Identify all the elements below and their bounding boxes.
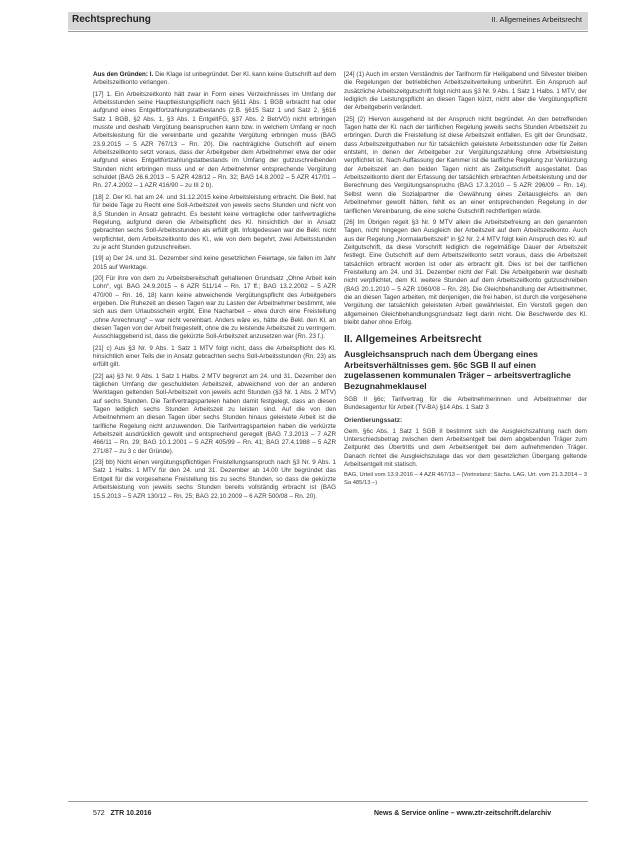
- intro-rest: Die Klage ist unbegründet. Der Kl. kann keine Gutschrift auf dem Arbeitszeitkonto verlangen.: [93, 71, 337, 87]
- paragraph: [26] Im Übrigen regelt §3 Nr. 9 MTV allein die Arbeitsbefreiung an den genannten Tagen, nicht hingegen den Ausgleich der Arbeitszeit auf dem Arbeitszeitkonto. Auch aus der Regelung „Normalarbeitszeit“ in §2 Nr. 2.4 MTV folgt kein Anspruch des Kl. auf Zeitgutschrift, da diese Vorschrift lediglich die regelmäßige Dauer der Arbeitszeit festlegt. Eine Gutschrift auf dem Arbeitszeitkonto setzt voraus, dass die Arbeitszeit tatsächlich erbracht worden ist oder als erbracht gilt. Dies ist bei der tariflichen Freistellung am 24. und 31. Dezember nicht der Fall. Die Arbeitgeberin war deshalb nicht verpflichtet, dem Kl. weitere Stunden auf dem Arbeitszeitkonto gutzuschreiben (BAG 20.1.2010 – 5 AZR 1060/08 – Rn. 28). Die Gleichbehandlung der Arbeitnehmer, die an diesen Tagen arbeiten, mit denjenigen, die frei haben, ist durch die vorgesehene Vergütung der tatsächlich geleisteten Arbeit gewährleistet. Ein Verstoß gegen den allgemeinen Gleichbehandlungsgrundsatz liegt darin nicht. Die Beschwerde des Kl. bleibt daher ohne Erfolg.: [344, 218, 587, 326]
- intro-lead: Aus den Gründen: I.: [93, 71, 154, 78]
- paragraph: [22] aa) §3 Nr. 9 Abs. 1 Satz 1 Halbs. 2 MTV begrenzt am 24. und 31. Dezember den täglichen Umfang der geschuldeten Arbeitszeit, abweichend von der an anderen Werktagen geltenden Soll-Arbeitszeit von jeweils acht Stunden (§3 Nr. 1 Abs. 2 MTV) auf sechs Stunden. Die Tarifvertragsparteien haben damit festgelegt, dass an diesen Tagen lediglich sechs Stunden Arbeitszeit zu leisten sind. Auf die von den Arbeitnehmern an diesen Tagen über sechs Stunden hinaus geleistete Arbeit ist die tarifliche Regelung nicht anzuwenden. Die Tarifvertragsparteien haben die verkürzte Arbeitszeit ausdrücklich gewollt und entsprechend geregelt (BAG 7.3.2013 – 7 AZR 466/11 – Rn. 29; BAG 10.1.2001 – 5 AZR 405/99 – Rn. 41; BAG 27.4.1988 – 5 AZR 271/87 – zu 3 c der Gründe).: [93, 372, 336, 455]
- section-heading: II. Allgemeines Arbeitsrecht: [344, 333, 482, 346]
- paragraph: [25] (2) Hiervon ausgehend ist der Anspruch nicht begründet. An den betreffenden Tagen hatte der Kl. nach der tariflichen Regelung jeweils sechs Stunden Arbeitszeit zu erbringen. Durch die Freistellung ist diese Arbeitszeit entfallen. Es gilt der Grundsatz, dass Arbeitszeitguthaben nur für tatsächlich geleistete Arbeitsstunden oder für Zeiten entsteht, in denen der Arbeitgeber zur Vergütungszahlung ohne Arbeitsleistung verpflichtet ist. Nach Auffassung der Kammer ist die tarifliche Regelung zur Verkürzung der Arbeitszeit an den beiden Tagen nicht als Zeitgutschrift ausgestaltet. Das Arbeitszeitkonto dient der Erfassung der tatsächlich erbrachten Arbeitsleistung und der Berechnung des Vergütungsanspruchs (BAG 17.3.2010 – 5 AZR 296/09 – Rn. 14). Selbst wenn die Sozialpartner die Gewährung eines Zeitausgleichs an den Arbeitnehmer gewollt hätten, fehlt es an einer entsprechenden Regelung in der tariflichen Vereinbarung, die eine solche Gutschrift rechtfertigen würde.: [344, 115, 587, 215]
- paragraph: [23] bb) Nicht einen vergütungspflichtigen Freistellungsanspruch nach §3 Nr. 9 Abs. 1 Satz 1 Halbs. 1 MTV für den 24. und 31. Dezember ab 14.00 Uhr begründet das Entgelt für die vorgesehene Freistellung bis zu sechs Stunden, so dass die gekürzte Arbeitsleistung von jeweils sechs Stunden bereits vollständig erbracht ist (BAG 15.5.2013 – 5 AZR 130/12 – Rn. 25; BAG 22.10.2009 – 6 AZR 500/08 – Rn. 20).: [93, 459, 336, 500]
- header-category: II. Allgemeines Arbeitsrecht: [491, 15, 582, 24]
- paragraph: [17] 1. Ein Arbeitszeitkonto hält zwar in Form eines Verzeichnisses im Umfang der Arbeitsstunden seine Hauptleistungspflicht nach §611 Abs. 1 BGB erbracht hat oder aufgrund eines Entgeltfortzahlungstatbestands (z.B. §615 Satz 1 und Satz 2, §616 Satz 1 BGB, §2 Abs. 1, §3 Abs. 1 EntgeltFG, §37 Abs. 2 BetrVG) nicht erbringen musste und deshalb Vergütung beanspruchen kann bzw. in welchem Umfang er noch Arbeitsleistung für die vereinbarte und gezahlte Vergütung erbringen muss (BAG 23.9.2015 – 5 AZR 767/13 – Rn. 20). Die nachträgliche Gutschrift auf einem Arbeitszeitkonto setzt voraus, dass der Arbeitgeber dem Arbeitnehmer etwa der oder aufgrund eines Entgeltfortzahlungstatbestands im Umfang der gutzuschreibenden Stunden nicht erbringen muss und er den Arbeitnehmer entsprechende Vergütung schuldet (BAG 26.6.2013 – 5 AZR 428/12 – Rn. 32; BAG 14.8.2002 – 5 AZR 417/01 – Rn. 27.4.2002 – 1 AZR 416/90 – zu III 2 b).: [93, 90, 336, 190]
- header-section: Rechtsprechung: [72, 14, 151, 25]
- paragraph: [24] (1) Auch im ersten Verständnis der Tarifnorm für Heiligabend und Silvester bleiben die Regelungen der betrieblichen Arbeitszeitverteilung unberührt. Ein Anspruch auf zusätzliche Arbeitszeitgutschrift folgt nicht aus §3 Nr. 9 Abs. 1 Satz 1 Halbs. 1 MTV, der lediglich die Leistungspflicht an diesen Tagen kürzt, nicht aber die Vergütungspflicht der Arbeitgeberin verändert.: [344, 71, 587, 112]
- paragraph: [20] Für ihre von dem zu Arbeitsbereitschaft gehaltenen Grundsatz „Ohne Arbeit kein Lohn“, vgl. BAG 24.9.2015 – 6 AZR 511/14 – Rn. 17 ff.; BAG 13.2.2002 – 5 AZR 470/00 – Rn. 16, 18) kann keine abweichende Vergütungspflicht des Arbeitgebers ergeben. Die Ruhezeit an diesen Tagen war zu Lasten der Arbeitnehmer bestimmt, wie sich aus dem Urlaubsschein ergibt. Eine Nacharbeit – etwa durch eine Freistellung „ohne Anrechnung“ – war nicht vereinbart. Anders wäre es, hätte die Bekl. den Kl. an diesen Tagen von der Arbeit freigestellt, ohne die zu leistende Arbeitszeit zu verringern. Ausschlaggebend ist, dass die gekürzte Soll-Arbeitszeit anzusetzen war (Rn. 23 f.).: [93, 274, 336, 341]
- page-number: 572: [93, 810, 105, 817]
- article-title: Ausgleichsanspruch nach dem Übergang eines Arbeitsverhältnisses gem. §6c SGB II auf einen zugelassenen kommunalen Träger – arbeitsvertragliche Bezugnahmeklausel: [344, 349, 571, 391]
- intro-paragraph: [93, 71, 336, 88]
- right-column: [344, 71, 587, 491]
- running-header: [68, 12, 588, 30]
- paragraph: [19] a) Der 24. und 31. Dezember sind keine gesetzlichen Feiertage, sie fallen im Jahr 2015 auf Werktage.: [93, 255, 336, 271]
- paragraph: [18] 2. Der Kl. hat am 24. und 31.12.2015 keine Arbeitsleistung erbracht. Die Bekl. hat für beide Tage zu Recht eine Soll-Arbeitszeit von jeweils sechs Stunden und nicht von 8,5 Stunden in Ansatz gebracht. Es besteht keine vertragliche oder tarifvertragliche Regelung, aufgrund deren die Arbeitspflicht des Kl. hinsichtlich der in Ansatz gebrachten sechs Soll-Arbeitsstunden als erfüllt gilt. Infolgedessen war die Bekl. nicht verpflichtet, dem Arbeitszeitkonto des Kl., wie von dem begehrt, zwei Arbeitsstunden zu je acht Stunden gutzuschreiben.: [93, 193, 336, 251]
- orientation-text: Gem. §6c Abs. 1 Satz 1 SGB II bestimmt sich die Ausgleichszahlung nach dem Unterschiedsbetrag zwischen dem Arbeitsentgelt bei dem abgebenden Träger zum Zeitpunkt des Übertritts und dem Arbeitsentgelt bei dem aufnehmenden Träger. Danach richtet die Ausgleichszulage das vor dem gesetzlichen Übergang geltende Arbeitsentgelt mit statisch.: [344, 427, 587, 469]
- left-column: [93, 71, 336, 504]
- court-citation: BAG, Urteil vom 13.9.2016 – 4 AZR 467/13 – (Vorinstanz: Sächs. LAG, Urt. vom 21.3.2014 – 3 Sa 485/13 –): [344, 472, 587, 486]
- journal-issue: ZTR 10.2016: [110, 810, 152, 817]
- header-rule: [68, 31, 588, 32]
- paragraph: [21] c) Aus §3 Nr. 9 Abs. 1 Satz 1 MTV folgt nicht, dass die Arbeitspflicht des Kl. hinsichtlich einer Teils der in Ansatz gebrachten sechs Soll-Arbeitsstunden (Rn. 23) als erfüllt gilt.: [93, 344, 336, 369]
- footer-rule: [68, 801, 588, 802]
- footer-page-info: [93, 810, 151, 817]
- orientation-label: Orientierungssatz:: [344, 417, 403, 425]
- footer-link[interactable]: News & Service online – www.ztr-zeitschrift.de/archiv: [374, 810, 552, 817]
- article-reference: SGB II §6c; Tarifvertrag für die Arbeitnehmerinnen und Arbeitnehmer der Bundesagentur für Arbeit (TV-BA) §14 Abs. 1 Satz 3: [344, 395, 587, 412]
